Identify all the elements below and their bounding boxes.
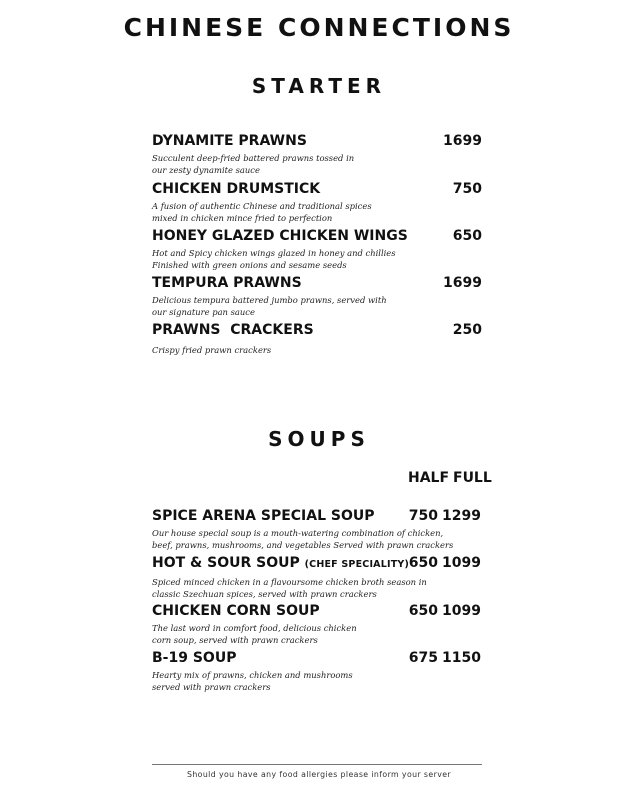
item-description xyxy=(152,201,484,224)
item-name: HOT & SOUR SOUP xyxy=(152,555,300,571)
soup-item-spice-arena-special xyxy=(152,507,484,551)
item-price-full: 1099 xyxy=(442,555,481,571)
item-price-half: 675 xyxy=(408,650,438,666)
item-price-full: 1099 xyxy=(442,603,481,619)
item-name: SPICE ARENA SPECIAL SOUP xyxy=(152,508,375,524)
column-header-half: HALF xyxy=(408,470,450,486)
item-description xyxy=(152,295,484,318)
column-header-full: FULL xyxy=(453,470,492,486)
item-description-line: our zesty dynamite sauce xyxy=(152,164,260,175)
item-name: TEMPURA PRAWNS xyxy=(152,275,302,291)
item-description-line: Crispy fried prawn crackers xyxy=(152,345,272,355)
item-price: 750 xyxy=(452,181,482,197)
item-description xyxy=(152,153,484,176)
item-description-line: corn soup, served with prawn crackers xyxy=(152,634,318,645)
item-price-half: 750 xyxy=(408,508,438,524)
soup-item-b-19 xyxy=(152,649,484,693)
item-price-full: 1299 xyxy=(442,508,481,524)
item-description-line: Delicious tempura battered jumbo prawns, served with xyxy=(152,295,387,305)
starter-section-title: STARTER xyxy=(251,74,387,98)
footer-divider xyxy=(152,764,482,765)
item-price: 1699 xyxy=(443,275,482,291)
item-description-line: our signature pan sauce xyxy=(152,306,255,317)
item-description-line: Spiced minced chicken in a flavoursome chicken broth season in xyxy=(152,577,427,587)
item-price: 650 xyxy=(452,228,482,244)
starter-item-tempura-prawns xyxy=(152,274,484,318)
item-description-line: Finished with green onions and sesame seeds xyxy=(152,259,347,270)
item-name: CHICKEN CORN SOUP xyxy=(152,603,320,619)
starter-item-honey-glazed-chicken-wings xyxy=(152,227,484,271)
item-price-half: 650 xyxy=(408,603,438,619)
item-name: DYNAMITE PRAWNS xyxy=(152,133,307,149)
item-description xyxy=(152,623,484,646)
item-name: HONEY GLAZED CHICKEN WINGS xyxy=(152,228,408,244)
item-description-line: beef, prawns, mushrooms, and vegetables Served with prawn crackers xyxy=(152,539,454,550)
item-name: B-19 SOUP xyxy=(152,650,237,666)
item-price: 250 xyxy=(452,322,482,338)
item-description-line: Hearty mix of prawns, chicken and mushrooms xyxy=(152,670,353,680)
item-name: PRAWNS CRACKERS xyxy=(152,322,314,338)
item-description-line: classic Szechuan spices, served with prawn crackers xyxy=(152,588,377,599)
item-description xyxy=(152,670,484,693)
starter-item-dynamite-prawns xyxy=(152,132,484,176)
item-description-line: The last word in comfort food, delicious chicken xyxy=(152,623,357,633)
item-description xyxy=(152,345,484,357)
restaurant-name: CHINESE CONNECTIONS xyxy=(123,13,515,42)
item-description xyxy=(152,248,484,271)
item-price-half: 650 xyxy=(408,555,438,571)
item-description-line: Hot and Spicy chicken wings glazed in honey and chillies xyxy=(152,248,396,258)
allergy-notice: Should you have any food allergies please inform your server xyxy=(186,770,452,779)
item-description-line: A fusion of authentic Chinese and traditional spices xyxy=(152,201,372,211)
item-price-full: 1150 xyxy=(442,650,481,666)
item-description-line: served with prawn crackers xyxy=(152,681,271,692)
item-description-line: Our house special soup is a mouth-watering combination of chicken, xyxy=(152,528,444,538)
soup-item-hot-and-sour xyxy=(152,554,484,600)
item-description xyxy=(152,528,484,551)
item-name: CHICKEN DRUMSTICK xyxy=(152,181,321,197)
item-price: 1699 xyxy=(443,133,482,149)
item-description xyxy=(152,577,484,600)
chef-speciality-tag: (CHEF SPECIALITY) xyxy=(304,559,410,570)
item-description-line: mixed in chicken mince fried to perfection xyxy=(152,212,333,223)
starter-item-prawns-crackers xyxy=(152,321,484,357)
soup-item-chicken-corn xyxy=(152,602,484,646)
starter-item-chicken-drumstick xyxy=(152,180,484,224)
soups-section-title: SOUPS xyxy=(268,427,370,451)
item-description-line: Succulent deep-fried battered prawns tossed in xyxy=(152,153,355,163)
